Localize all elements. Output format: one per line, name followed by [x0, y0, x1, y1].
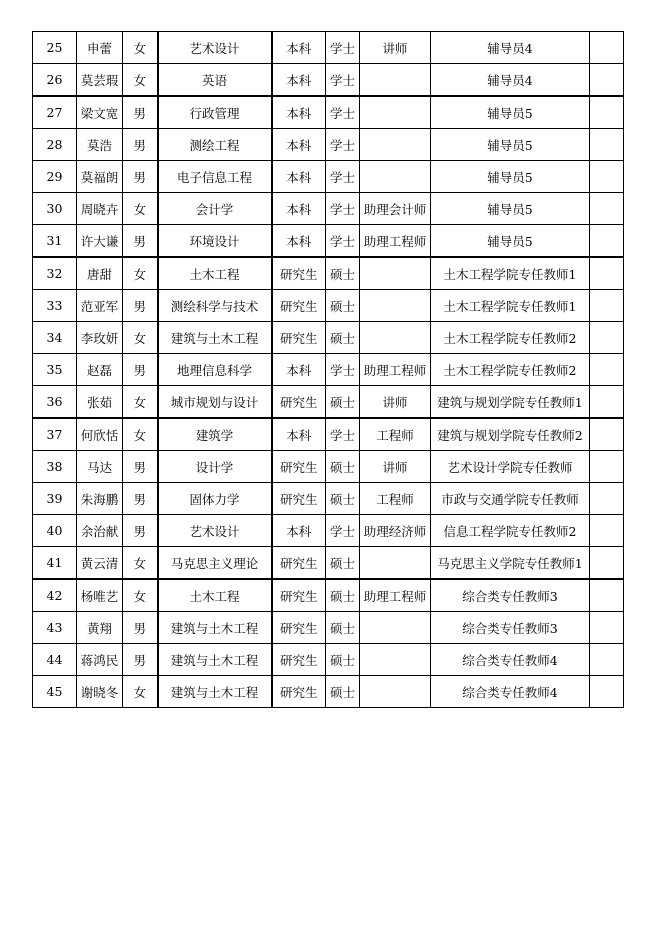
row-number-cell: 27	[33, 96, 77, 129]
gender-cell: 男	[123, 225, 158, 258]
major-cell: 艺术设计	[158, 515, 272, 547]
table-row	[33, 193, 624, 225]
degree-cell: 硕士	[326, 322, 360, 354]
name-cell: 许大谦	[77, 225, 123, 258]
title-cell: 助理工程师	[360, 354, 431, 386]
position-cell: 辅导员5	[431, 96, 590, 129]
major-cell: 建筑与土木工程	[158, 676, 272, 708]
degree-cell: 学士	[326, 32, 360, 64]
title-cell	[360, 547, 431, 580]
gender-cell: 男	[123, 96, 158, 129]
degree-cell: 硕士	[326, 451, 360, 483]
major-cell: 电子信息工程	[158, 161, 272, 193]
empty-cell	[590, 644, 624, 676]
empty-cell	[590, 386, 624, 419]
position-cell: 土木工程学院专任教师1	[431, 257, 590, 290]
gender-cell: 男	[123, 129, 158, 161]
education-cell: 研究生	[272, 644, 326, 676]
gender-cell: 女	[123, 257, 158, 290]
title-cell	[360, 644, 431, 676]
empty-cell	[590, 579, 624, 612]
empty-cell	[590, 96, 624, 129]
degree-cell: 硕士	[326, 644, 360, 676]
row-number-cell: 42	[33, 579, 77, 612]
major-cell: 会计学	[158, 193, 272, 225]
title-cell	[360, 161, 431, 193]
row-number-cell: 43	[33, 612, 77, 644]
degree-cell: 硕士	[326, 547, 360, 580]
education-cell: 研究生	[272, 483, 326, 515]
row-number-cell: 26	[33, 64, 77, 97]
table-row	[33, 161, 624, 193]
title-cell: 助理工程师	[360, 225, 431, 258]
table-row	[33, 579, 624, 612]
major-cell: 固体力学	[158, 483, 272, 515]
row-number-cell: 37	[33, 418, 77, 451]
education-cell: 本科	[272, 354, 326, 386]
position-cell: 辅导员5	[431, 161, 590, 193]
row-number-cell: 45	[33, 676, 77, 708]
position-cell: 辅导员5	[431, 225, 590, 258]
education-cell: 研究生	[272, 290, 326, 322]
education-cell: 本科	[272, 129, 326, 161]
gender-cell: 女	[123, 579, 158, 612]
empty-cell	[590, 547, 624, 580]
major-cell: 测绘科学与技术	[158, 290, 272, 322]
row-number-cell: 38	[33, 451, 77, 483]
major-cell: 建筑与土木工程	[158, 322, 272, 354]
position-cell: 辅导员5	[431, 129, 590, 161]
degree-cell: 学士	[326, 418, 360, 451]
position-cell: 综合类专任教师3	[431, 612, 590, 644]
education-cell: 研究生	[272, 579, 326, 612]
major-cell: 土木工程	[158, 257, 272, 290]
position-cell: 建筑与规划学院专任教师2	[431, 418, 590, 451]
education-cell: 研究生	[272, 451, 326, 483]
major-cell: 地理信息科学	[158, 354, 272, 386]
row-number-cell: 44	[33, 644, 77, 676]
degree-cell: 硕士	[326, 290, 360, 322]
education-cell: 研究生	[272, 547, 326, 580]
education-cell: 本科	[272, 515, 326, 547]
degree-cell: 学士	[326, 354, 360, 386]
name-cell: 梁文宽	[77, 96, 123, 129]
major-cell: 行政管理	[158, 96, 272, 129]
table-row	[33, 386, 624, 419]
education-cell: 研究生	[272, 386, 326, 419]
degree-cell: 学士	[326, 96, 360, 129]
major-cell: 建筑与土木工程	[158, 644, 272, 676]
position-cell: 马克思主义学院专任教师1	[431, 547, 590, 580]
gender-cell: 男	[123, 515, 158, 547]
title-cell: 讲师	[360, 386, 431, 419]
position-cell: 综合类专任教师4	[431, 644, 590, 676]
empty-cell	[590, 64, 624, 97]
degree-cell: 学士	[326, 161, 360, 193]
education-cell: 本科	[272, 32, 326, 64]
row-number-cell: 30	[33, 193, 77, 225]
table-row	[33, 354, 624, 386]
title-cell: 助理经济师	[360, 515, 431, 547]
name-cell: 朱海鹏	[77, 483, 123, 515]
name-cell: 马达	[77, 451, 123, 483]
gender-cell: 女	[123, 193, 158, 225]
empty-cell	[590, 676, 624, 708]
degree-cell: 硕士	[326, 612, 360, 644]
title-cell	[360, 257, 431, 290]
gender-cell: 女	[123, 64, 158, 97]
education-cell: 本科	[272, 96, 326, 129]
empty-cell	[590, 322, 624, 354]
degree-cell: 硕士	[326, 676, 360, 708]
degree-cell: 学士	[326, 129, 360, 161]
name-cell: 黄翔	[77, 612, 123, 644]
degree-cell: 硕士	[326, 483, 360, 515]
table-row	[33, 451, 624, 483]
title-cell	[360, 322, 431, 354]
education-cell: 本科	[272, 64, 326, 97]
title-cell: 工程师	[360, 418, 431, 451]
major-cell: 环境设计	[158, 225, 272, 258]
major-cell: 测绘工程	[158, 129, 272, 161]
title-cell: 工程师	[360, 483, 431, 515]
position-cell: 艺术设计学院专任教师	[431, 451, 590, 483]
row-number-cell: 41	[33, 547, 77, 580]
row-number-cell: 28	[33, 129, 77, 161]
gender-cell: 女	[123, 322, 158, 354]
table-row	[33, 64, 624, 97]
name-cell: 张茹	[77, 386, 123, 419]
position-cell: 辅导员4	[431, 32, 590, 64]
position-cell: 土木工程学院专任教师2	[431, 354, 590, 386]
gender-cell: 男	[123, 451, 158, 483]
title-cell	[360, 64, 431, 97]
empty-cell	[590, 418, 624, 451]
name-cell: 莫福朗	[77, 161, 123, 193]
name-cell: 黄云清	[77, 547, 123, 580]
empty-cell	[590, 612, 624, 644]
position-cell: 辅导员5	[431, 193, 590, 225]
name-cell: 唐甜	[77, 257, 123, 290]
major-cell: 马克思主义理论	[158, 547, 272, 580]
name-cell: 申蕾	[77, 32, 123, 64]
name-cell: 莫浩	[77, 129, 123, 161]
degree-cell: 学士	[326, 193, 360, 225]
education-cell: 本科	[272, 418, 326, 451]
major-cell: 城市规划与设计	[158, 386, 272, 419]
title-cell	[360, 96, 431, 129]
title-cell: 讲师	[360, 32, 431, 64]
row-number-cell: 39	[33, 483, 77, 515]
table-row	[33, 418, 624, 451]
row-number-cell: 36	[33, 386, 77, 419]
title-cell: 讲师	[360, 451, 431, 483]
empty-cell	[590, 257, 624, 290]
row-number-cell: 40	[33, 515, 77, 547]
education-cell: 研究生	[272, 322, 326, 354]
table-row	[33, 644, 624, 676]
major-cell: 设计学	[158, 451, 272, 483]
table-row	[33, 257, 624, 290]
gender-cell: 男	[123, 161, 158, 193]
title-cell	[360, 676, 431, 708]
row-number-cell: 32	[33, 257, 77, 290]
empty-cell	[590, 225, 624, 258]
name-cell: 谢晓冬	[77, 676, 123, 708]
table-body	[33, 32, 624, 708]
name-cell: 余治献	[77, 515, 123, 547]
empty-cell	[590, 129, 624, 161]
row-number-cell: 29	[33, 161, 77, 193]
degree-cell: 硕士	[326, 257, 360, 290]
position-cell: 建筑与规划学院专任教师1	[431, 386, 590, 419]
major-cell: 土木工程	[158, 579, 272, 612]
name-cell: 赵磊	[77, 354, 123, 386]
empty-cell	[590, 193, 624, 225]
education-cell: 本科	[272, 193, 326, 225]
education-cell: 研究生	[272, 676, 326, 708]
education-cell: 本科	[272, 225, 326, 258]
degree-cell: 学士	[326, 225, 360, 258]
table-row	[33, 483, 624, 515]
row-number-cell: 33	[33, 290, 77, 322]
name-cell: 范亚军	[77, 290, 123, 322]
empty-cell	[590, 32, 624, 64]
personnel-table	[32, 31, 624, 708]
row-number-cell: 34	[33, 322, 77, 354]
degree-cell: 硕士	[326, 579, 360, 612]
row-number-cell: 31	[33, 225, 77, 258]
major-cell: 英语	[158, 64, 272, 97]
table-row	[33, 225, 624, 258]
major-cell: 建筑学	[158, 418, 272, 451]
name-cell: 何欣恬	[77, 418, 123, 451]
education-cell: 本科	[272, 161, 326, 193]
position-cell: 土木工程学院专任教师1	[431, 290, 590, 322]
title-cell	[360, 129, 431, 161]
title-cell	[360, 290, 431, 322]
table-row	[33, 96, 624, 129]
position-cell: 土木工程学院专任教师2	[431, 322, 590, 354]
empty-cell	[590, 483, 624, 515]
gender-cell: 女	[123, 32, 158, 64]
table-row	[33, 290, 624, 322]
gender-cell: 男	[123, 612, 158, 644]
education-cell: 研究生	[272, 257, 326, 290]
row-number-cell: 35	[33, 354, 77, 386]
title-cell: 助理工程师	[360, 579, 431, 612]
title-cell: 助理会计师	[360, 193, 431, 225]
gender-cell: 男	[123, 644, 158, 676]
table-row	[33, 515, 624, 547]
name-cell: 周晓卉	[77, 193, 123, 225]
name-cell: 李玫妍	[77, 322, 123, 354]
gender-cell: 女	[123, 547, 158, 580]
empty-cell	[590, 451, 624, 483]
position-cell: 市政与交通学院专任教师	[431, 483, 590, 515]
gender-cell: 男	[123, 290, 158, 322]
degree-cell: 学士	[326, 64, 360, 97]
empty-cell	[590, 515, 624, 547]
name-cell: 杨唯艺	[77, 579, 123, 612]
table-row	[33, 612, 624, 644]
position-cell: 综合类专任教师3	[431, 579, 590, 612]
gender-cell: 女	[123, 386, 158, 419]
name-cell: 莫芸瑕	[77, 64, 123, 97]
degree-cell: 硕士	[326, 386, 360, 419]
major-cell: 艺术设计	[158, 32, 272, 64]
gender-cell: 男	[123, 354, 158, 386]
position-cell: 辅导员4	[431, 64, 590, 97]
name-cell: 蒋鸿民	[77, 644, 123, 676]
degree-cell: 学士	[326, 515, 360, 547]
position-cell: 信息工程学院专任教师2	[431, 515, 590, 547]
table-row	[33, 547, 624, 580]
gender-cell: 男	[123, 483, 158, 515]
title-cell	[360, 612, 431, 644]
major-cell: 建筑与土木工程	[158, 612, 272, 644]
gender-cell: 女	[123, 418, 158, 451]
empty-cell	[590, 290, 624, 322]
education-cell: 研究生	[272, 612, 326, 644]
empty-cell	[590, 354, 624, 386]
empty-cell	[590, 161, 624, 193]
table-row	[33, 322, 624, 354]
table-row	[33, 32, 624, 64]
position-cell: 综合类专任教师4	[431, 676, 590, 708]
gender-cell: 女	[123, 676, 158, 708]
row-number-cell: 25	[33, 32, 77, 64]
table-row	[33, 676, 624, 708]
table-row	[33, 129, 624, 161]
